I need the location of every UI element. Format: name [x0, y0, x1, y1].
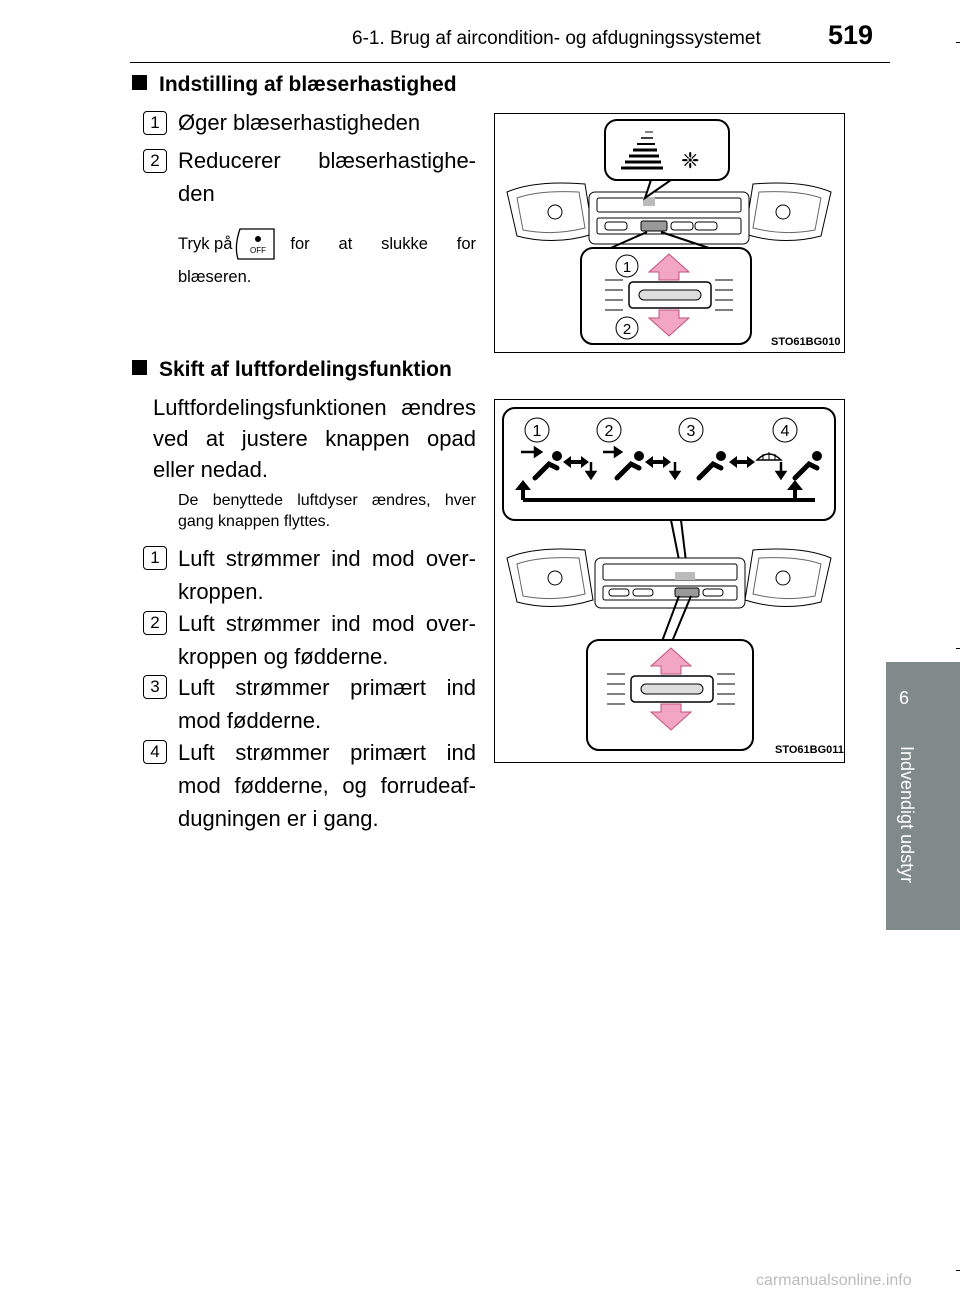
- square-bullet-icon: [132, 75, 147, 90]
- note-text: for at slukke for: [290, 234, 476, 253]
- item-text: Luft strømmer primært ind: [178, 740, 476, 765]
- item-badge: 2: [143, 611, 167, 635]
- note-text: De benyttede luftdyser ændres, hver gang knappen flyttes.: [178, 492, 476, 530]
- item-badge: 3: [143, 675, 167, 699]
- item-text: Øger blæserhastigheden: [178, 110, 421, 135]
- chapter-label: Indvendigt udstyr: [897, 746, 917, 884]
- item-text: mod fødderne, og forrudeaf-: [178, 773, 476, 798]
- square-bullet-icon: [132, 360, 147, 375]
- figure-air-distribution: [494, 399, 845, 763]
- off-label: OFF: [250, 246, 267, 255]
- item-text: mod fødderne.: [178, 708, 322, 733]
- chapter-number: 6: [898, 688, 909, 708]
- watermark-text: carmanualsonline.info: [756, 1272, 912, 1289]
- figure-code: STO61BG011: [775, 744, 844, 756]
- figure-fan-speed: [494, 113, 845, 353]
- item-text: den: [178, 181, 215, 206]
- air-distribution-illustration: [495, 400, 843, 761]
- intro-text: Luftfordelingsfunktionen ændres ved at justere knappen opad eller nedad.: [153, 395, 476, 482]
- callout-number: 1: [622, 259, 632, 276]
- section-heading-fan-speed: [132, 73, 457, 97]
- section-heading-air-distribution: [132, 358, 452, 382]
- note-text: Tryk på: [178, 234, 233, 253]
- crop-mark: [956, 648, 960, 649]
- callout-number: 3: [686, 423, 696, 440]
- heading-text: Indstilling af blæserhastighed: [159, 73, 457, 96]
- chapter-title: 6-1. Brug af aircondition- og afdugningssystemet: [352, 28, 761, 49]
- header-rule: [130, 62, 890, 63]
- callout-number: 4: [780, 423, 790, 440]
- callout-number: 1: [532, 423, 542, 440]
- callout-number: 2: [604, 423, 614, 440]
- fan-off-button-icon: [232, 226, 280, 262]
- item-text: Reducerer blæserhastighe-: [178, 148, 476, 173]
- item-text: Luft strømmer ind mod over-: [178, 546, 476, 571]
- item-badge: 1: [143, 111, 167, 135]
- item-text: kroppen og fødderne.: [178, 644, 389, 669]
- figure-code: STO61BG010: [771, 336, 841, 348]
- crop-mark: [956, 42, 960, 43]
- item-text: dugningen er i gang.: [178, 806, 379, 831]
- item-text: Luft strømmer primært ind: [178, 675, 476, 700]
- fan-speed-illustration: [495, 114, 843, 351]
- page-number: 519: [828, 20, 874, 50]
- item-text: kroppen.: [178, 579, 264, 604]
- crop-mark: [956, 1270, 960, 1271]
- fan-glyph: ❈: [681, 149, 700, 174]
- item-text: Luft strømmer ind mod over-: [178, 611, 476, 636]
- heading-text: Skift af luftfordelingsfunktion: [159, 358, 452, 381]
- item-badge: 4: [143, 740, 167, 764]
- item-badge: 1: [143, 546, 167, 570]
- callout-number: 2: [622, 321, 632, 338]
- item-badge: 2: [143, 149, 167, 173]
- note-text: blæseren.: [178, 268, 252, 286]
- fan-off-note: [178, 226, 476, 262]
